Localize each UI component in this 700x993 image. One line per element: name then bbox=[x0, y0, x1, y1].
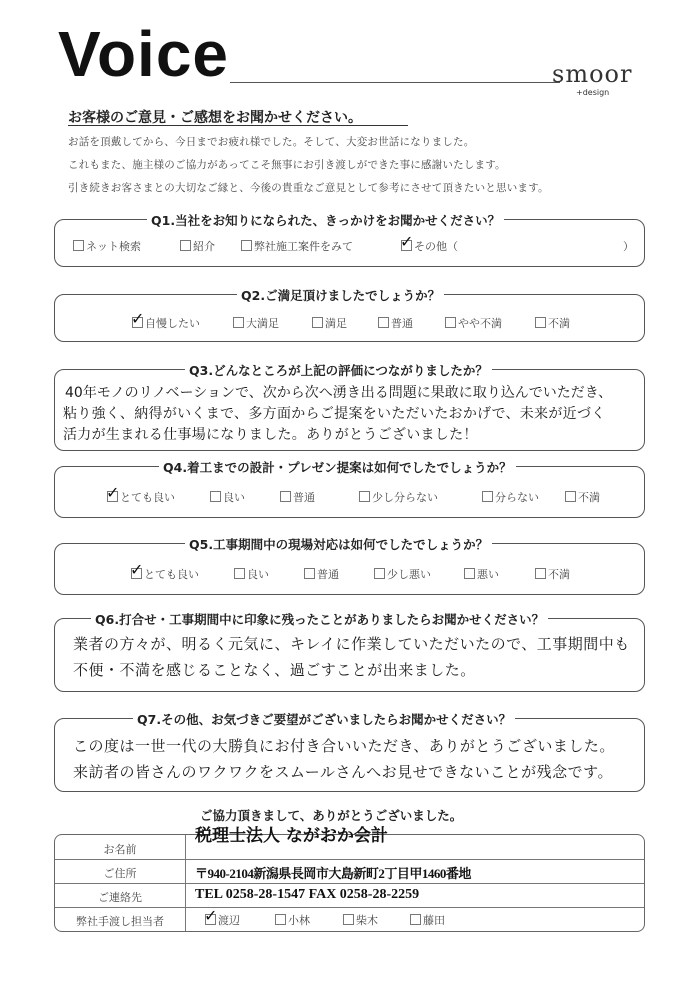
brand-subtitle: +design bbox=[576, 88, 610, 97]
row-divider bbox=[55, 907, 644, 908]
checkbox-icon[interactable] bbox=[378, 317, 389, 328]
q5-option[interactable]: 悪い bbox=[464, 566, 499, 582]
q4-option[interactable]: 普通 bbox=[280, 489, 315, 505]
intro-line: これもまた、施主様のご協力があってこそ無事にお引き渡しができた事に感謝いたします。 bbox=[68, 159, 506, 171]
q5-option[interactable]: 不満 bbox=[535, 566, 570, 582]
q3-box bbox=[54, 363, 645, 451]
brand-logo: smoor bbox=[552, 60, 633, 88]
thanks-message: ご協力頂きまして、ありがとうございました。 bbox=[200, 808, 463, 823]
q2-option[interactable]: 大満足 bbox=[233, 315, 279, 331]
checkbox-icon[interactable] bbox=[73, 240, 84, 251]
checkbox-icon[interactable] bbox=[535, 317, 546, 328]
staff-option[interactable]: 柴木 bbox=[343, 912, 378, 928]
checkbox-icon[interactable] bbox=[204, 906, 218, 925]
q2-box bbox=[54, 288, 645, 342]
address-value: 〒940-2104新潟県長岡市大島新町2丁目甲1460番地 bbox=[195, 866, 471, 881]
q2-option[interactable]: 普通 bbox=[378, 315, 413, 331]
q3-answer-line: 粘り強く、納得がいくまで、多方面からご提案をいただいたおかげで、未来が近づく bbox=[63, 406, 606, 422]
checkbox-icon[interactable] bbox=[233, 317, 244, 328]
intro-heading: お客様のご意見・ご感想をお聞かせください。 bbox=[68, 110, 362, 126]
q6-answer-line: 不便・不満を感じることなく、過ごすことが出来ました。 bbox=[73, 661, 476, 679]
q1-option-other[interactable]: ✓ その他（ bbox=[400, 232, 458, 253]
checkbox-icon[interactable] bbox=[234, 568, 245, 579]
q7-box bbox=[54, 712, 645, 792]
q3-answer-line: 活力が生まれる仕事場になりました。ありがとうございました！ bbox=[63, 427, 478, 443]
checkbox-icon[interactable] bbox=[359, 491, 370, 502]
checkbox-icon[interactable] bbox=[535, 568, 546, 579]
q6-title: Q6.打合せ・工事期間中に印象に残ったことがありましたらお聞かせください？ bbox=[91, 610, 548, 628]
checkbox-icon[interactable] bbox=[410, 914, 421, 925]
staff-option[interactable]: 小林 bbox=[275, 912, 310, 928]
q2-title: Q2.ご満足頂けましたでしょうか？ bbox=[237, 286, 444, 304]
q5-option[interactable]: 普通 bbox=[304, 566, 339, 582]
name-value: 税理士法人 ながおか会計 bbox=[195, 826, 388, 846]
q7-answer-line: 来訪者の皆さんのワクワクをスムールさんへお見せできないことが残念です。 bbox=[73, 763, 613, 781]
staff-option[interactable]: 藤田 bbox=[410, 912, 445, 928]
checkbox-icon[interactable] bbox=[374, 568, 385, 579]
checkbox-icon[interactable] bbox=[445, 317, 456, 328]
q7-title: Q7.その他、お気づきご要望がございましたらお聞かせください？ bbox=[133, 710, 515, 728]
q5-title: Q5.工事期間中の現場対応は如何でしたでしょうか？ bbox=[185, 535, 492, 553]
q4-option[interactable]: 少し分らない bbox=[359, 489, 438, 505]
q4-option[interactable]: 分らない bbox=[482, 489, 539, 505]
q3-answer-line: 40年モノのリノベーションで、次から次へ湧き出る問題に果敢に取り込んでいただき、 bbox=[65, 385, 613, 401]
checkbox-icon[interactable] bbox=[482, 491, 493, 502]
q1-title: Q1.当社をお知りになられた、きっかけをお聞かせください？ bbox=[147, 211, 504, 229]
q5-option[interactable]: ✓ とても良い bbox=[130, 560, 199, 581]
checkbox-icon[interactable] bbox=[312, 317, 323, 328]
q1-other-close: ） bbox=[623, 240, 634, 253]
q1-option[interactable]: 紹介 bbox=[180, 238, 215, 254]
checkbox-icon[interactable] bbox=[241, 240, 252, 251]
address-label: ご住所 bbox=[103, 867, 137, 880]
q6-box bbox=[54, 612, 645, 692]
q2-option[interactable]: 満足 bbox=[312, 315, 347, 331]
row-divider bbox=[55, 859, 644, 860]
title-underline bbox=[230, 82, 560, 83]
q2-option[interactable]: 不満 bbox=[535, 315, 570, 331]
checkbox-icon[interactable] bbox=[464, 568, 475, 579]
q4-title: Q4.着工までの設計・プレゼン提案は如何でしたでしょうか？ bbox=[159, 458, 516, 476]
checkbox-icon[interactable] bbox=[400, 232, 414, 251]
checkbox-icon[interactable] bbox=[210, 491, 221, 502]
q5-option[interactable]: 良い bbox=[234, 566, 269, 582]
q2-option[interactable]: ✓ 自慢したい bbox=[131, 309, 200, 330]
q4-option[interactable]: 良い bbox=[210, 489, 245, 505]
staff-option[interactable]: ✓ 渡辺 bbox=[204, 906, 240, 927]
q5-box bbox=[54, 537, 645, 595]
q1-option[interactable]: 弊社施工案件をみて bbox=[241, 238, 353, 254]
q6-answer-line: 業者の方々が、明るく元気に、キレイに作業していただいたので、工事期間中も bbox=[73, 635, 630, 653]
q4-box bbox=[54, 460, 645, 518]
checkbox-icon[interactable] bbox=[131, 309, 145, 328]
checkmark-icon: ✓ bbox=[106, 483, 120, 502]
checkbox-icon[interactable] bbox=[275, 914, 286, 925]
checkbox-icon[interactable] bbox=[343, 914, 354, 925]
staff-label: 弊社手渡し担当者 bbox=[76, 915, 164, 928]
intro-underline bbox=[68, 125, 408, 126]
checkbox-icon[interactable] bbox=[304, 568, 315, 579]
page-title: Voice bbox=[58, 18, 229, 90]
q3-title: Q3.どんなところが上記の評価につながりましたか？ bbox=[185, 361, 492, 379]
checkmark-icon: ✓ bbox=[131, 309, 145, 328]
q2-option[interactable]: やや不満 bbox=[445, 315, 502, 331]
intro-line: 引き続きお客さまとの大切なご縁と、今後の貴重なご意見として参考にさせて頂きたいと思います。 bbox=[68, 182, 549, 194]
q4-option[interactable]: ✓ とても良い bbox=[106, 483, 175, 504]
checkmark-icon: ✓ bbox=[204, 906, 218, 925]
checkbox-icon[interactable] bbox=[280, 491, 291, 502]
checkmark-icon: ✓ bbox=[400, 232, 414, 251]
q7-answer-line: この度は一世一代の大勝負にお付き合いいただき、ありがとうございました。 bbox=[73, 737, 615, 755]
contact-label: ご連絡先 bbox=[98, 891, 142, 904]
q1-option[interactable]: ネット検索 bbox=[73, 238, 141, 254]
q1-box bbox=[54, 213, 645, 267]
name-label: お名前 bbox=[103, 843, 137, 856]
checkbox-icon[interactable] bbox=[180, 240, 191, 251]
checkbox-icon[interactable] bbox=[106, 483, 120, 502]
checkmark-icon: ✓ bbox=[130, 560, 144, 579]
checkbox-icon[interactable] bbox=[130, 560, 144, 579]
row-divider bbox=[55, 883, 644, 884]
q5-option[interactable]: 少し悪い bbox=[374, 566, 431, 582]
checkbox-icon[interactable] bbox=[565, 491, 576, 502]
intro-line: お話を頂戴してから、今日までお疲れ様でした。そして、大変お世話になりました。 bbox=[68, 136, 475, 148]
contact-value: TEL 0258-28-1547 FAX 0258-28-2259 bbox=[195, 887, 420, 902]
q4-option[interactable]: 不満 bbox=[565, 489, 600, 505]
customer-info-table bbox=[54, 826, 645, 932]
